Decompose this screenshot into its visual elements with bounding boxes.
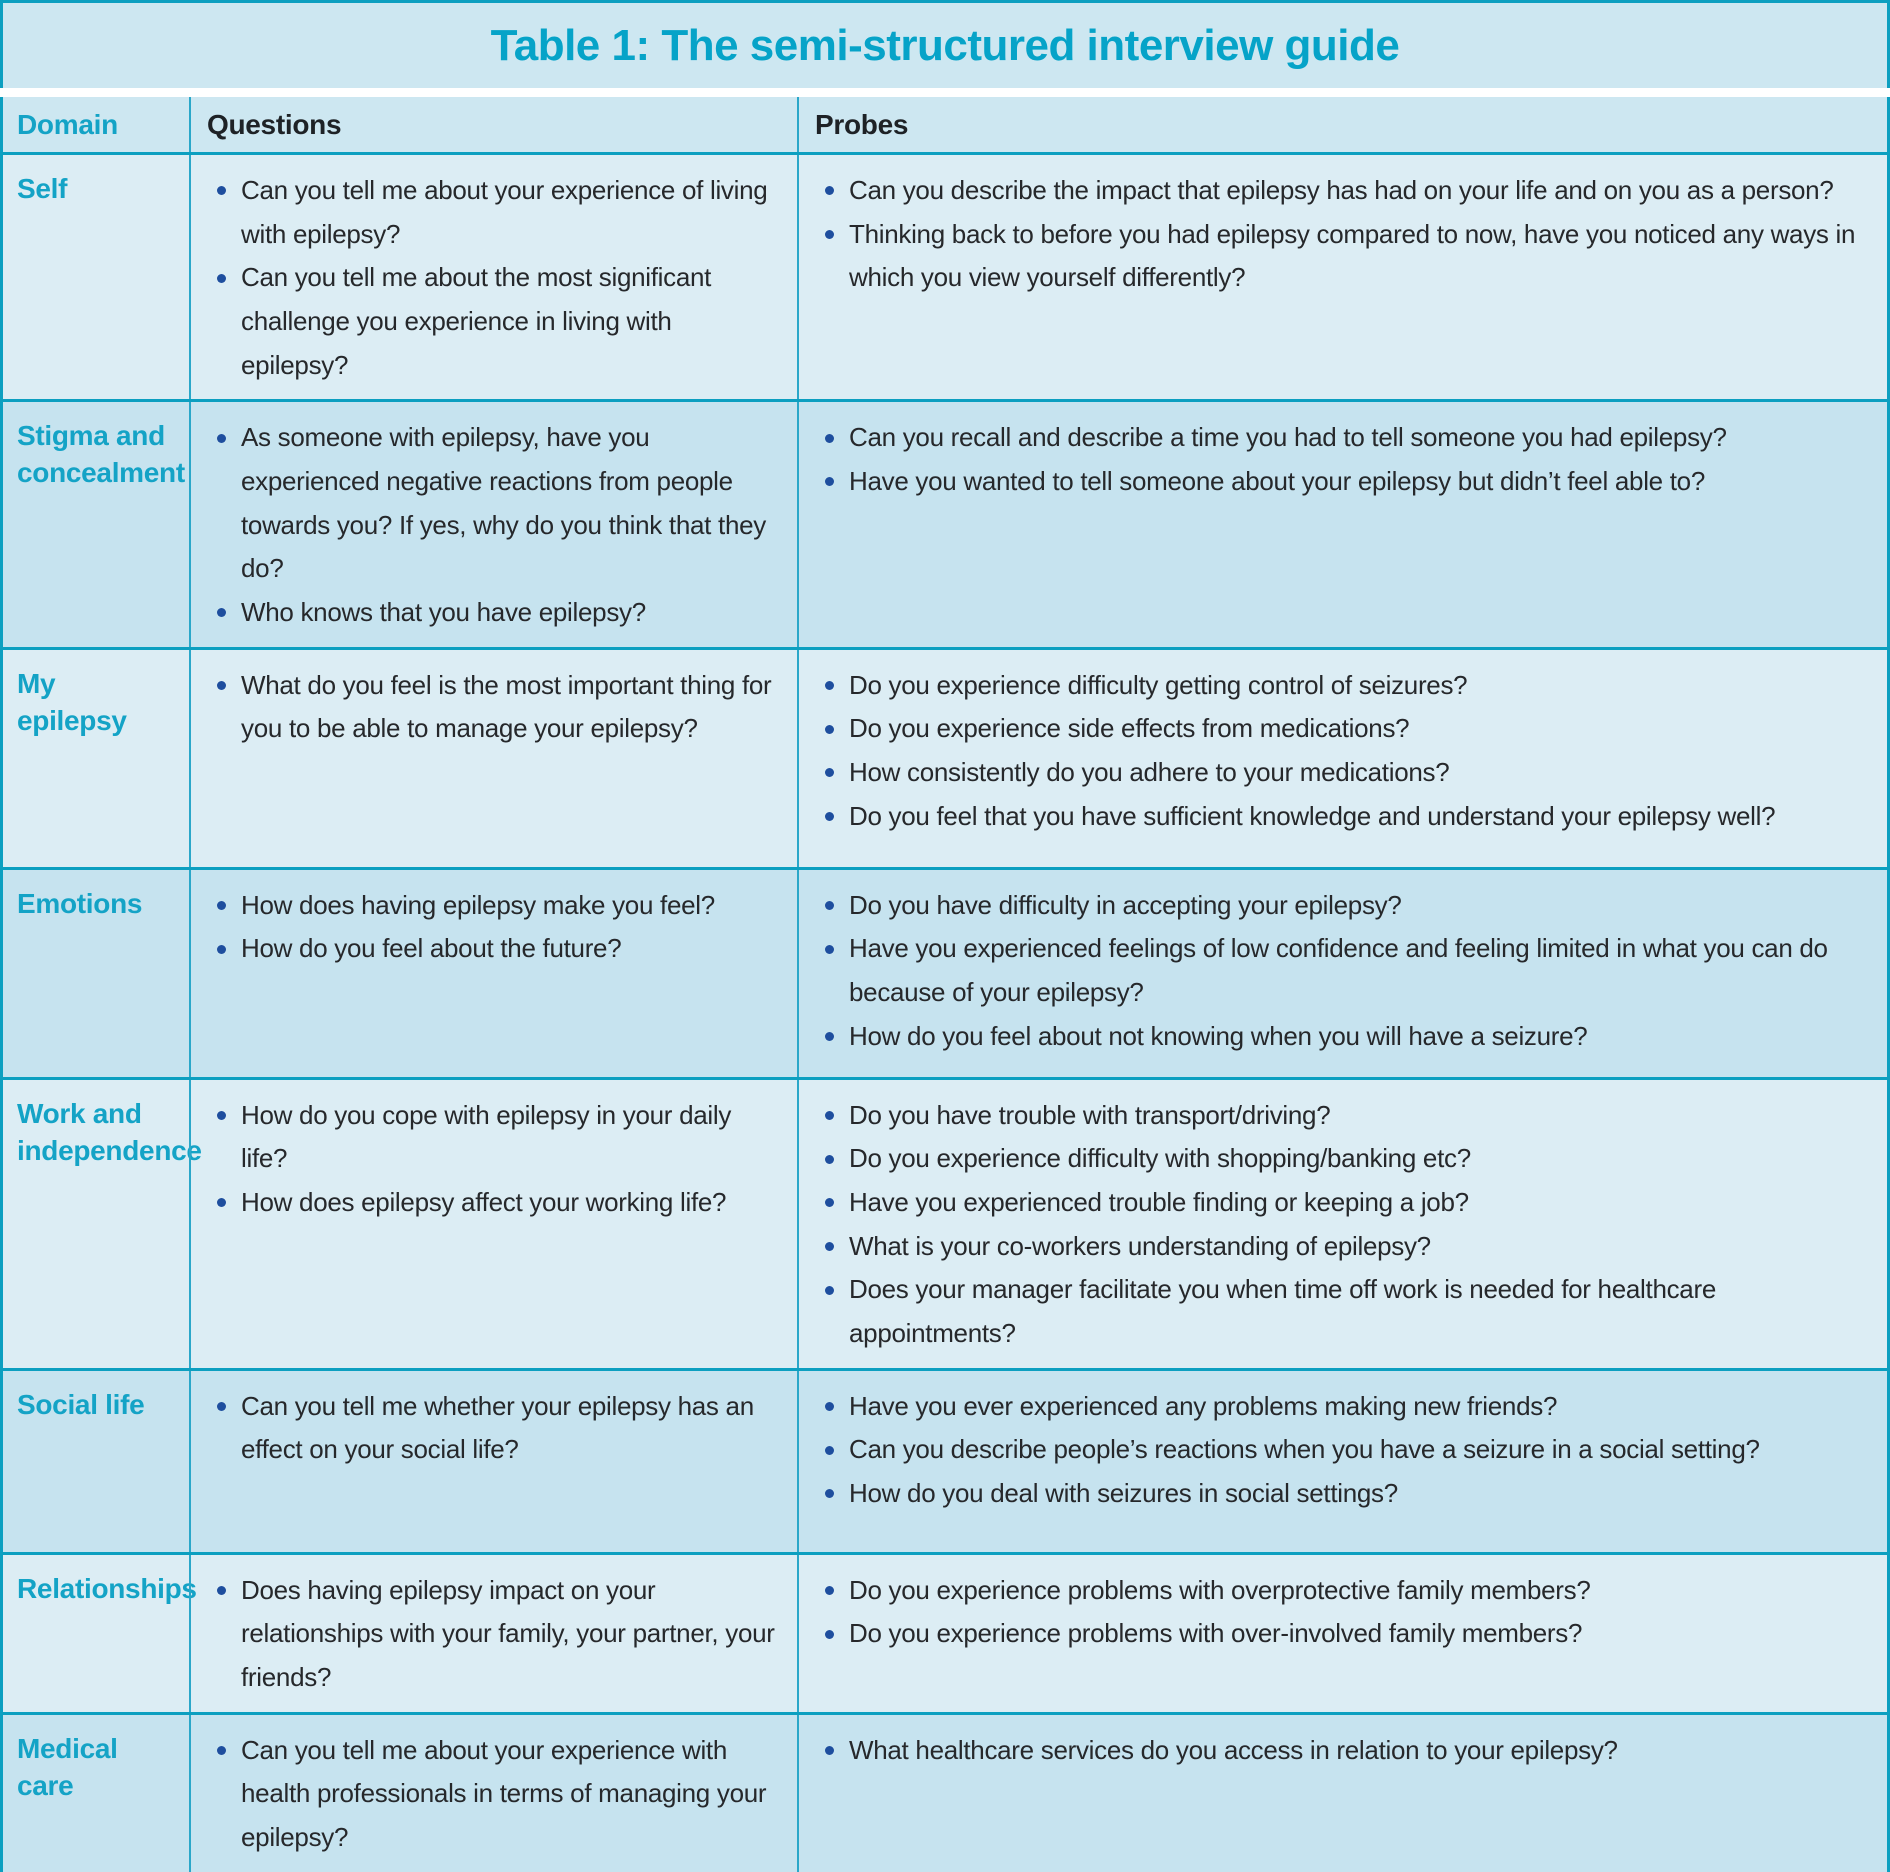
question-text: Can you tell me about your experience of living with epilepsy? xyxy=(241,175,768,249)
bullet-icon xyxy=(825,1630,834,1639)
table-row xyxy=(3,1712,1887,1872)
probes-list xyxy=(815,1094,1869,1356)
probes-list xyxy=(815,1385,1869,1516)
question-item xyxy=(207,664,779,751)
probe-text: How do you feel about not knowing when you will have a seizure? xyxy=(849,1020,1588,1051)
questions-list xyxy=(207,884,779,971)
probes-cell xyxy=(797,1371,1887,1552)
probe-text: Do you feel that you have sufficient knowledge and understand your epilepsy well? xyxy=(849,800,1776,831)
table-row xyxy=(3,399,1887,646)
bullet-icon xyxy=(825,230,834,239)
probe-text: Do you experience difficulty with shopping/banking etc? xyxy=(849,1143,1471,1174)
interview-table xyxy=(0,97,1890,1872)
question-item xyxy=(207,1569,779,1700)
table-row xyxy=(3,1368,1887,1552)
question-text: What do you feel is the most important thing for you to be able to manage your epilepsy? xyxy=(241,669,772,744)
questions-cell xyxy=(189,1371,797,1552)
probe-text: Thinking back to before you had epilepsy compared to now, have you noticed any ways in which you view yourself differently? xyxy=(849,218,1856,293)
table-header-row xyxy=(3,97,1887,152)
question-text: How does epilepsy affect your working life? xyxy=(241,1187,727,1218)
bullet-icon xyxy=(825,1586,834,1595)
bullet-icon xyxy=(217,608,226,617)
bullet-icon xyxy=(825,434,834,443)
question-text: Who knows that you have epilepsy? xyxy=(241,597,646,628)
probe-item xyxy=(815,1137,1869,1181)
probe-item xyxy=(815,1612,1869,1656)
probe-item xyxy=(815,884,1869,928)
questions-list xyxy=(207,1385,779,1472)
probe-text: Have you experienced trouble finding or keeping a job? xyxy=(849,1187,1469,1218)
bullet-icon xyxy=(825,901,834,910)
probe-text: How consistently do you adhere to your medications? xyxy=(849,757,1450,788)
bullet-icon xyxy=(217,1111,226,1120)
question-text: As someone with epilepsy, have you experienced negative reactions from people towards you? If yes, why do you think that they do? xyxy=(241,422,766,584)
question-item xyxy=(207,256,779,387)
column-header-probes: Probes xyxy=(797,97,1887,152)
question-item xyxy=(207,884,779,928)
probe-item xyxy=(815,751,1869,795)
probe-item xyxy=(815,664,1869,708)
table-row xyxy=(3,1552,1887,1712)
question-item xyxy=(207,1181,779,1225)
bullet-icon xyxy=(825,945,834,954)
bullet-icon xyxy=(825,1286,834,1295)
table-title: Table 1: The semi-structured interview guide xyxy=(490,20,1400,70)
probe-item xyxy=(815,1472,1869,1516)
probe-text: Can you describe the impact that epilepsy has had on your life and on you as a person? xyxy=(849,175,1834,205)
bullet-icon xyxy=(217,945,226,954)
bullet-icon xyxy=(825,477,834,486)
questions-list xyxy=(207,1729,779,1860)
probe-text: Do you experience difficulty getting control of seizures? xyxy=(849,669,1468,700)
probes-cell xyxy=(797,155,1887,399)
table-row xyxy=(3,1077,1887,1368)
column-header-questions: Questions xyxy=(189,97,797,152)
questions-list xyxy=(207,1569,779,1700)
bullet-icon xyxy=(217,1198,226,1207)
probes-list xyxy=(815,884,1869,1059)
column-header-domain: Domain xyxy=(17,108,118,140)
probes-cell xyxy=(797,650,1887,867)
question-item xyxy=(207,1385,779,1472)
probe-text: Do you have difficulty in accepting your epilepsy? xyxy=(849,889,1402,920)
questions-cell xyxy=(189,402,797,646)
question-text: Can you tell me about your experience with health professionals in terms of managing your epilepsy? xyxy=(241,1734,767,1853)
question-item xyxy=(207,169,779,256)
probe-item xyxy=(815,460,1869,504)
bullet-icon xyxy=(825,681,834,690)
probe-item xyxy=(815,1268,1869,1355)
questions-list xyxy=(207,416,779,634)
probe-text: Can you recall and describe a time you had to tell someone you had epilepsy? xyxy=(849,422,1727,453)
probes-list xyxy=(815,1729,1869,1773)
probe-item xyxy=(815,1094,1869,1138)
probes-list xyxy=(815,664,1869,839)
probe-text: Have you ever experienced any problems making new friends? xyxy=(849,1390,1558,1421)
questions-cell xyxy=(189,1715,797,1872)
question-item xyxy=(207,591,779,635)
probe-item xyxy=(815,1225,1869,1269)
bullet-icon xyxy=(217,274,226,283)
probe-text: How do you deal with seizures in social settings? xyxy=(849,1478,1398,1509)
probes-list xyxy=(815,1569,1869,1656)
probe-text: Do you have trouble with transport/driving? xyxy=(849,1099,1331,1130)
question-item xyxy=(207,1094,779,1181)
probe-item xyxy=(815,795,1869,839)
bullet-icon xyxy=(217,186,226,195)
question-text: Can you tell me about the most significant challenge you experience in living with epilepsy? xyxy=(241,262,712,380)
table-row xyxy=(3,867,1887,1077)
domain-label: Emotions xyxy=(17,887,143,919)
bullet-icon xyxy=(825,725,834,734)
question-item xyxy=(207,416,779,591)
question-item xyxy=(207,1729,779,1860)
bullet-icon xyxy=(825,1489,834,1498)
probe-item xyxy=(815,169,1869,213)
bullet-icon xyxy=(825,186,834,195)
bullet-icon xyxy=(825,1402,834,1411)
probe-item xyxy=(815,1729,1869,1773)
probe-text: What healthcare services do you access in relation to your epilepsy? xyxy=(849,1734,1618,1765)
probes-list xyxy=(815,169,1869,300)
probe-text: Have you experienced feelings of low confidence and feeling limited in what you can do because of your epilepsy? xyxy=(849,933,1828,1008)
probe-item xyxy=(815,927,1869,1014)
question-text: How do you feel about the future? xyxy=(241,933,622,964)
table-row xyxy=(3,152,1887,399)
title-table-divider xyxy=(0,88,1890,97)
probe-text: Can you describe people’s reactions when you have a seizure in a social setting? xyxy=(849,1434,1760,1465)
probe-item xyxy=(815,1015,1869,1059)
probe-item xyxy=(815,1569,1869,1613)
probe-item xyxy=(815,1428,1869,1472)
probe-item xyxy=(815,213,1869,300)
domain-label: Relationships xyxy=(17,1572,197,1604)
questions-cell xyxy=(189,1080,797,1368)
bullet-icon xyxy=(217,901,226,910)
probe-item xyxy=(815,707,1869,751)
domain-label: Stigma and concealment xyxy=(17,420,185,489)
title-band xyxy=(0,0,1890,88)
probes-cell xyxy=(797,1080,1887,1368)
questions-cell xyxy=(189,155,797,399)
question-text: Can you tell me whether your epilepsy has an effect on your social life? xyxy=(241,1390,754,1465)
bullet-icon xyxy=(825,1242,834,1251)
table-row xyxy=(3,647,1887,867)
probe-text: What is your co-workers understanding of epilepsy? xyxy=(849,1230,1431,1261)
probe-text: Do you experience problems with over-involved family members? xyxy=(849,1618,1583,1649)
bullet-icon xyxy=(217,1746,226,1755)
question-text: How do you cope with epilepsy in your daily life? xyxy=(241,1099,732,1174)
probe-text: Does your manager facilitate you when time off work is needed for healthcare appointments? xyxy=(849,1274,1716,1349)
probe-text: Do you experience side effects from medications? xyxy=(849,713,1410,744)
probes-cell xyxy=(797,1555,1887,1712)
domain-label: Medical care xyxy=(17,1732,118,1801)
questions-cell xyxy=(189,1555,797,1712)
bullet-icon xyxy=(825,768,834,777)
bullet-icon xyxy=(825,1746,834,1755)
domain-label: Self xyxy=(17,173,68,204)
probes-cell xyxy=(797,1715,1887,1872)
probes-cell xyxy=(797,402,1887,646)
probe-text: Do you experience problems with overprotective family members? xyxy=(849,1574,1591,1605)
bullet-icon xyxy=(825,1155,834,1164)
probe-item xyxy=(815,416,1869,460)
bullet-icon xyxy=(825,1198,834,1207)
domain-label: My epilepsy xyxy=(17,667,127,736)
probes-list xyxy=(815,416,1869,503)
question-text: How does having epilepsy make you feel? xyxy=(241,889,715,920)
probes-cell xyxy=(797,870,1887,1077)
bullet-icon xyxy=(825,1446,834,1455)
questions-cell xyxy=(189,650,797,867)
domain-label: Work and independence xyxy=(17,1097,202,1166)
bullet-icon xyxy=(217,434,226,443)
question-text: Does having epilepsy impact on your relationships with your family, your partner, your friends? xyxy=(241,1574,775,1693)
bullet-icon xyxy=(217,1586,226,1595)
probe-text: Have you wanted to tell someone about your epilepsy but didn’t feel able to? xyxy=(849,466,1705,497)
probe-item xyxy=(815,1385,1869,1429)
domain-label: Social life xyxy=(17,1388,145,1420)
bullet-icon xyxy=(217,681,226,690)
bullet-icon xyxy=(825,812,834,821)
question-item xyxy=(207,927,779,971)
bullet-icon xyxy=(825,1032,834,1041)
questions-list xyxy=(207,169,779,387)
bullet-icon xyxy=(217,1402,226,1411)
questions-list xyxy=(207,1094,779,1225)
questions-list xyxy=(207,664,779,751)
probe-item xyxy=(815,1181,1869,1225)
questions-cell xyxy=(189,870,797,1077)
bullet-icon xyxy=(825,1111,834,1120)
